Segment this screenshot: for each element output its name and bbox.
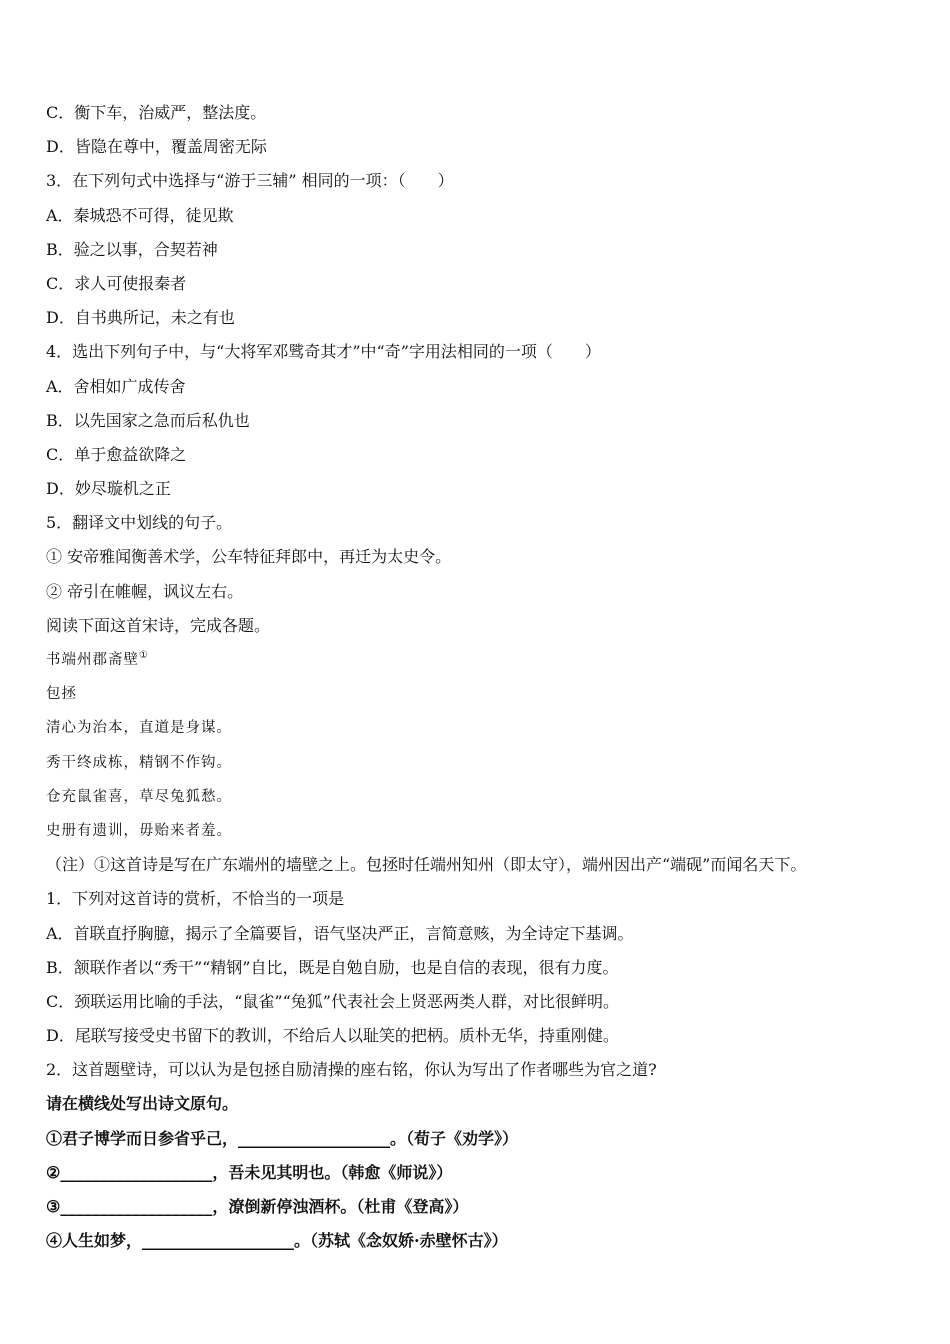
- fill-in-item-1-blank[interactable]: ___________________: [238, 1128, 391, 1148]
- q2-option-c: C．衡下车，治威严，整法度。: [46, 103, 267, 122]
- fill-in-item-3: [46, 1190, 916, 1224]
- fill-in-item-2: [46, 1156, 916, 1190]
- q3-option-c: C．求人可使报秦者: [46, 273, 187, 293]
- fill-in-item-3-after: ，潦倒新停浊酒杯。（杜甫《登高》）: [212, 1197, 469, 1216]
- fill-in-item-3-before: ③: [46, 1197, 61, 1216]
- q3-stem: 3．在下列句式中选择与“游于三辅” 相同的一项：（ ）: [46, 171, 454, 191]
- q4-option-a: A．舍相如广成传舍: [46, 376, 186, 396]
- poem-title-note-mark: ①: [139, 650, 149, 662]
- fill-in-item-1: [46, 1122, 916, 1156]
- document-page: [46, 96, 916, 1258]
- poem-q1-option-b: B．颔联作者以“秀干”“精钢”自比，既是自勉自励，也是自信的表现，很有力度。: [46, 957, 619, 977]
- fill-in-item-3-blank[interactable]: ___________________: [60, 1197, 213, 1216]
- poem-intro: 阅读下面这首宋诗，完成各题。: [46, 615, 271, 635]
- q2-option-d: D．皆隐在尊中，覆盖周密无际: [46, 137, 267, 157]
- poem-note: （注）①这首诗是写在广东端州的墙壁之上。包拯时任端州知州（即太守），端州因出产“端砚”而闻名天下。: [46, 855, 807, 875]
- q3-option-a: A．秦城恐不可得，徒见欺: [46, 205, 234, 225]
- poem-line-1: 清心为治本，直道是身谋。: [46, 720, 232, 737]
- q5-sentence-1: ① 安帝雅闻衡善术学，公车特征拜郎中，再迁为太史令。: [46, 547, 452, 567]
- fill-in-item-4: [46, 1224, 916, 1258]
- q5-sentence-2: ② 帝引在帷幄，讽议左右。: [46, 581, 244, 601]
- fill-in-item-1-after: 。（荀子《劝学》）: [390, 1128, 519, 1148]
- poem-q1-option-c: C．颈联运用比喻的手法，“鼠雀”“兔狐”代表社会上贤恶两类人群，对比很鲜明。: [46, 991, 619, 1011]
- poem-title-text: 书端州郡斋壁: [46, 652, 139, 668]
- poem-line-3: 仓充鼠雀喜，草尽兔狐愁。: [46, 788, 232, 805]
- q4-option-b: B．以先国家之急而后私仇也: [46, 410, 250, 430]
- poem-author: 包拯: [46, 686, 77, 703]
- fill-in-item-4-blank[interactable]: ___________________: [142, 1231, 295, 1251]
- poem-q1-stem: 1．下列对这首诗的赏析，不恰当的一项是: [46, 889, 345, 909]
- poem-q1-option-a: A．首联直抒胸臆，揭示了全篇要旨，语气坚决严正，言简意赅，为全诗定下基调。: [46, 923, 634, 943]
- poem-q2-stem: 2．这首题壁诗，可以认为是包拯自励清操的座右铭，你认为写出了作者哪些为官之道?: [46, 1060, 657, 1080]
- poem-line-2: 秀干终成栋，精钢不作钩。: [46, 754, 232, 771]
- q4-option-c: C．单于愈益欲降之: [46, 444, 187, 464]
- fill-in-item-1-before: ①君子博学而日参省乎己，: [46, 1128, 239, 1148]
- q4-option-d: D．妙尽璇机之正: [46, 479, 171, 499]
- poem-title: [46, 643, 916, 677]
- fill-in-item-2-after: ，吾未见其明也。（韩愈《师说》）: [212, 1162, 453, 1182]
- q3-option-b: B．验之以事，合契若神: [46, 239, 218, 259]
- poem-line-4: 史册有遗训，毋贻来者羞。: [46, 822, 232, 839]
- q4-stem: 4．选出下列句子中，与“大将军邓骘奇其才”中“奇”字用法相同的一项（ ）: [46, 342, 601, 362]
- fill-in-item-4-before: ④人生如梦，: [46, 1231, 143, 1251]
- fill-in-instruction: 请在横线处写出诗文原句。: [46, 1094, 239, 1114]
- fill-in-item-2-before: ②: [46, 1162, 61, 1182]
- poem-q1-option-d: D．尾联写接受史书留下的教训，不给后人以耻笑的把柄。质朴无华，持重刚健。: [46, 1026, 619, 1046]
- fill-in-item-4-after: 。（苏轼《念奴娇·赤壁怀古》）: [294, 1231, 508, 1251]
- q5-stem: 5．翻译文中划线的句子。: [46, 513, 233, 533]
- fill-in-item-2-blank[interactable]: ___________________: [60, 1162, 213, 1182]
- q3-option-d: D．自书典所记，未之有也: [46, 308, 235, 328]
